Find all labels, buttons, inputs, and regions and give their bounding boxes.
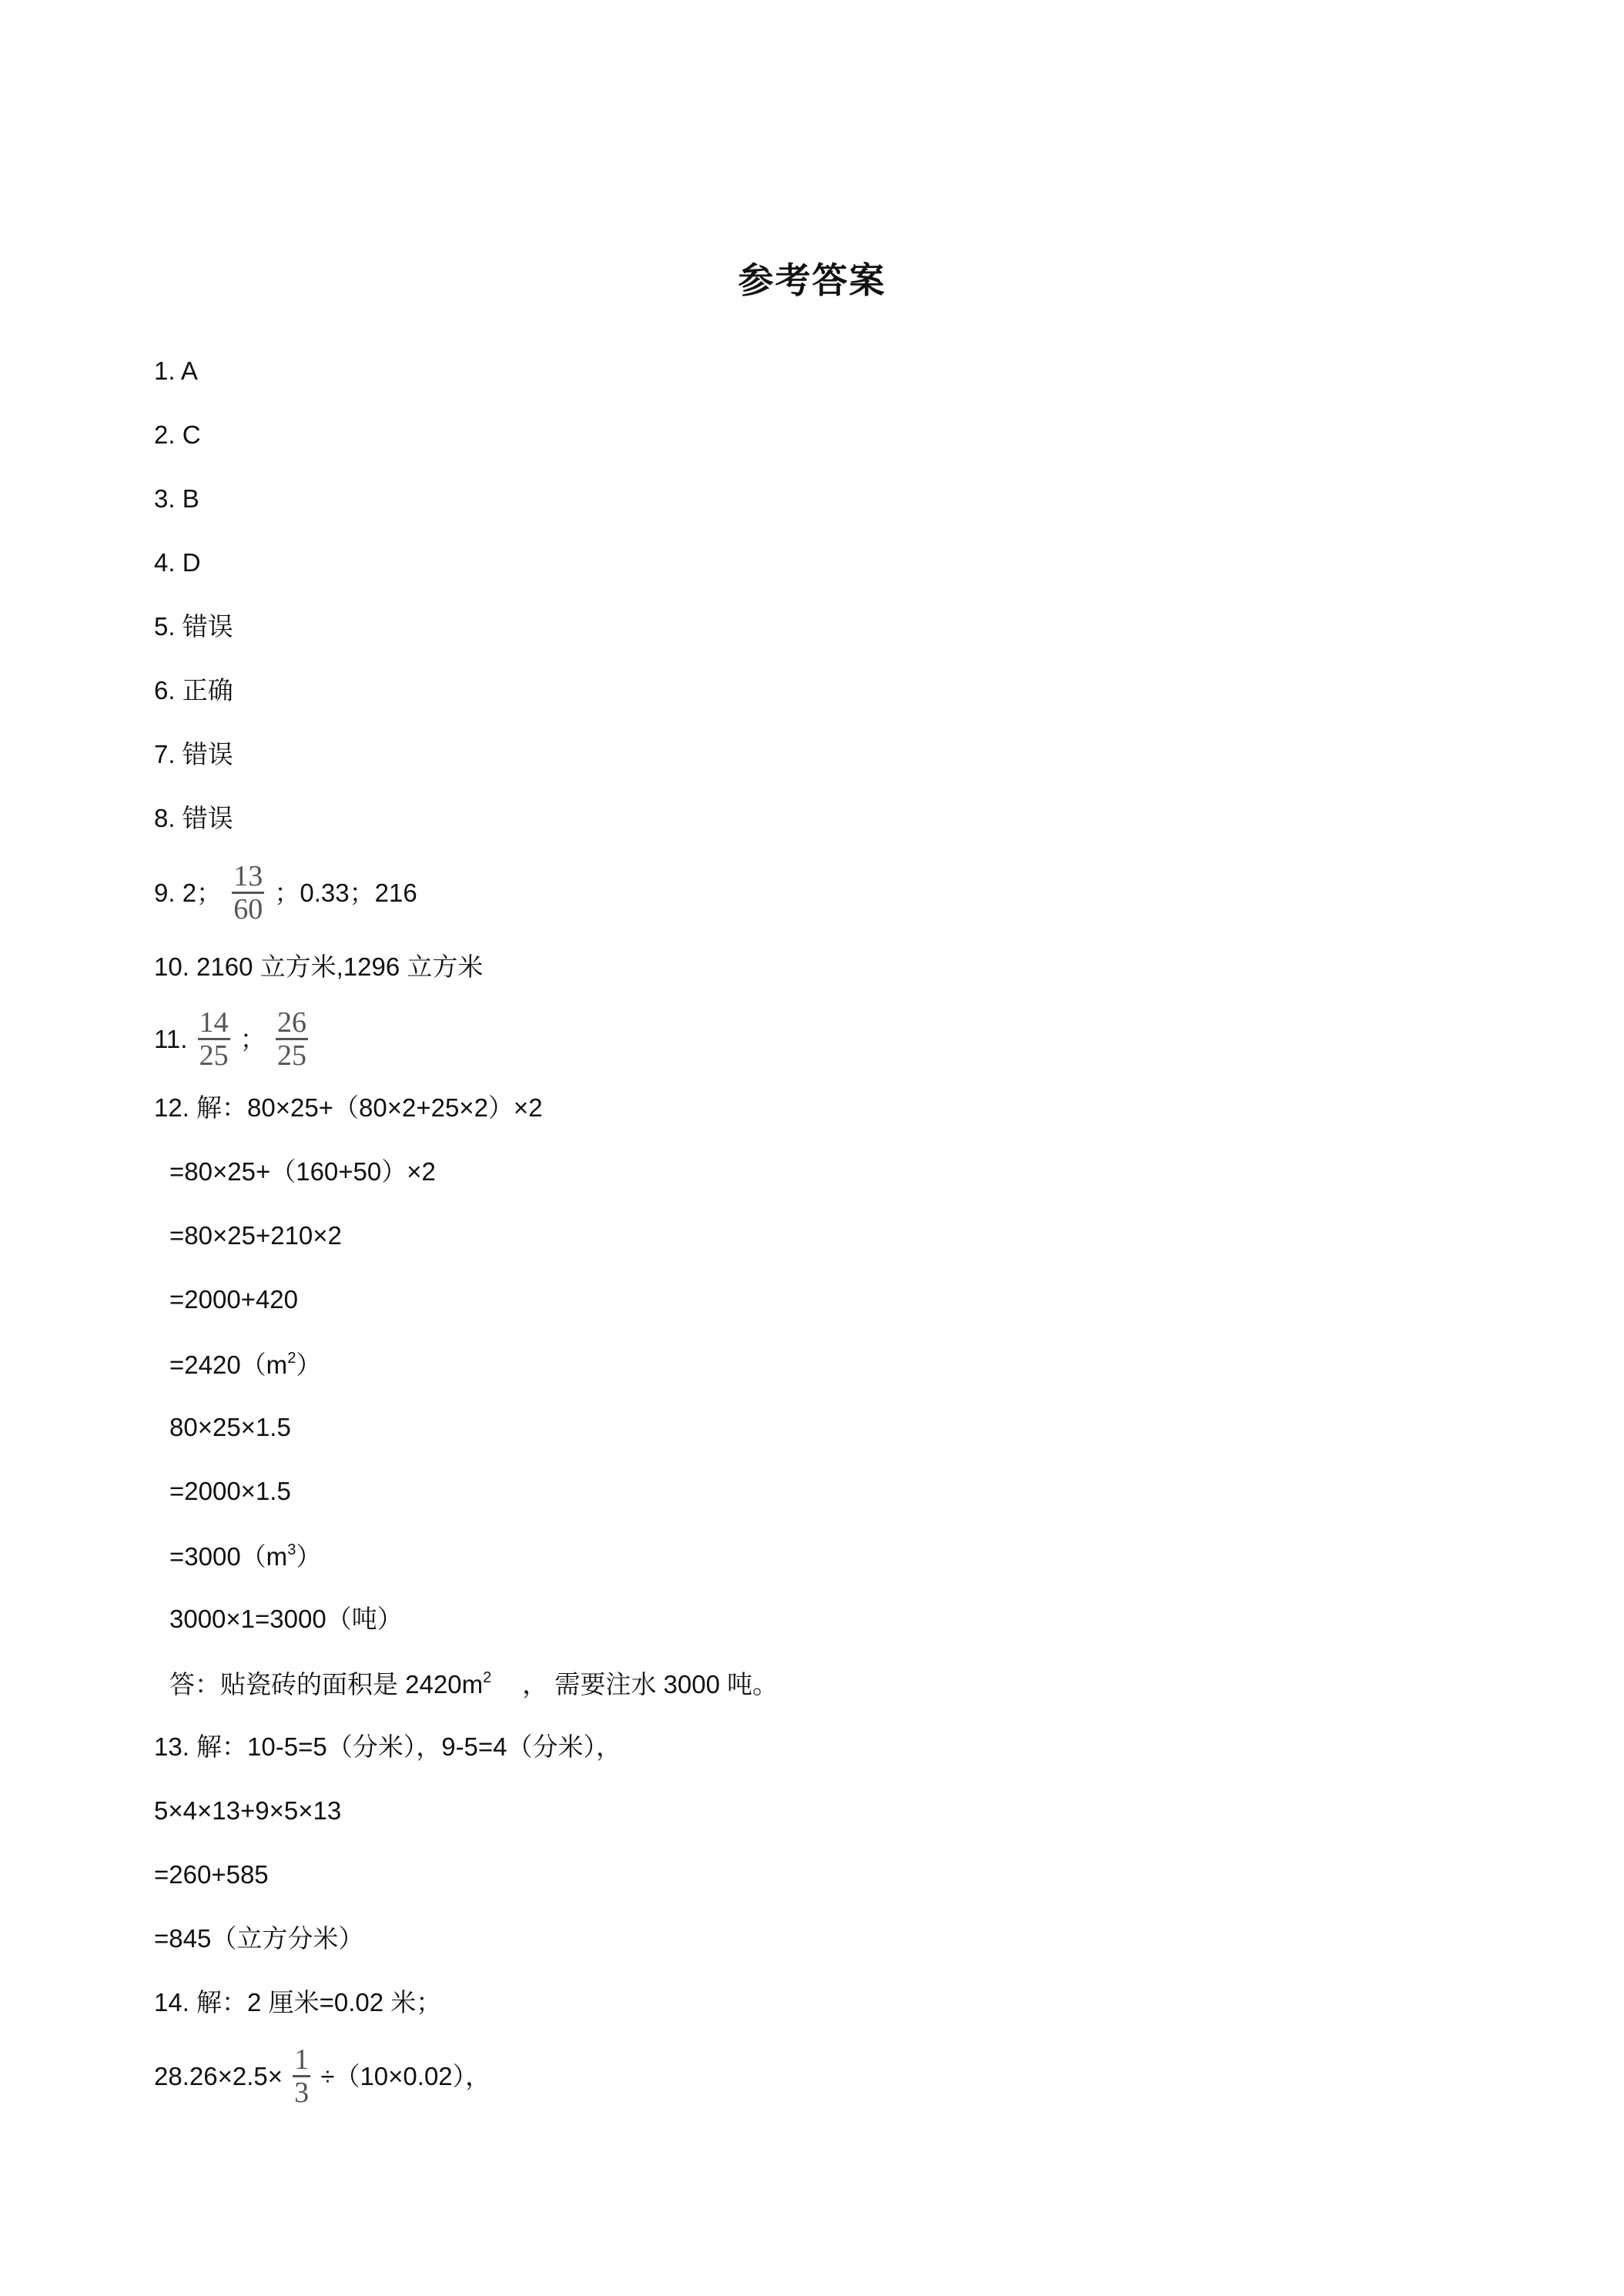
answer-12-line-9: 3000×1=3000（吨） bbox=[169, 1605, 403, 1633]
answer-12-line-5-text: =2420（m bbox=[169, 1350, 288, 1380]
answer-13-line-3: =260+585 bbox=[154, 1860, 269, 1889]
answer-12-conclusion bbox=[169, 1668, 778, 1700]
answer-14-line-2-post: ÷（10×0.02）， bbox=[320, 2061, 491, 2090]
answer-9 bbox=[154, 861, 417, 925]
answer-14-line-2-pre: 28.26×2.5× bbox=[154, 2061, 283, 2090]
fraction-denominator: 25 bbox=[276, 1039, 306, 1072]
answer-12-conclusion-text: 答：贴瓷砖的面积是 2420m bbox=[169, 1670, 484, 1699]
superscript: 3 bbox=[287, 1541, 296, 1558]
answer-5: 5. 错误 bbox=[154, 612, 233, 641]
fraction bbox=[293, 2044, 310, 2108]
answer-12-line-7: =2000×1.5 bbox=[169, 1477, 291, 1505]
answer-8: 8. 错误 bbox=[154, 804, 233, 832]
answer-14-line-2 bbox=[154, 2044, 491, 2108]
answer-9-prefix: 9. 2； bbox=[154, 878, 223, 907]
answer-10: 10. 2160 立方米,1296 立方米 bbox=[154, 952, 484, 981]
answer-12-line-3: =80×25+210×2 bbox=[169, 1221, 342, 1250]
answer-1: 1. A bbox=[154, 356, 198, 385]
answer-12-line-2: =80×25+（160+50）×2 bbox=[169, 1157, 436, 1186]
answer-12-line-8-text: =3000（m bbox=[169, 1542, 288, 1571]
answer-13-line-2: 5×4×13+9×5×13 bbox=[154, 1796, 342, 1825]
answer-12-line-4: =2000+420 bbox=[169, 1285, 299, 1314]
superscript: 2 bbox=[287, 1350, 296, 1367]
fraction-denominator: 25 bbox=[199, 1039, 229, 1072]
answer-12-line-8-close: ） bbox=[296, 1542, 322, 1571]
answer-2: 2. C bbox=[154, 420, 201, 449]
fraction-denominator: 60 bbox=[233, 893, 263, 925]
fraction bbox=[232, 861, 264, 925]
answer-12-line-8 bbox=[169, 1540, 321, 1572]
answer-12-line-5 bbox=[169, 1348, 321, 1381]
fraction bbox=[198, 1007, 230, 1071]
page-title: 参考答案 bbox=[738, 260, 886, 300]
fraction-denominator: 3 bbox=[294, 2077, 310, 2109]
answer-14-line-1: 14. 解：2 厘米=0.02 米； bbox=[154, 1988, 442, 2017]
fraction bbox=[276, 1007, 308, 1071]
answer-12-line-6: 80×25×1.5 bbox=[169, 1413, 291, 1441]
fraction-numerator: 13 bbox=[233, 860, 263, 892]
fraction-numerator: 1 bbox=[294, 2043, 310, 2076]
answer-9-suffix: ；0.33；216 bbox=[274, 878, 417, 907]
fraction-numerator: 14 bbox=[199, 1006, 229, 1039]
fraction-numerator: 26 bbox=[276, 1006, 306, 1039]
answer-12-line-1: 12. 解：80×25+（80×2+25×2）×2 bbox=[154, 1093, 543, 1122]
answer-12-line-5-close: ） bbox=[296, 1350, 322, 1380]
answer-13-line-4: =845（立方分米） bbox=[154, 1924, 364, 1953]
answer-11-prefix: 11. bbox=[154, 1024, 188, 1053]
answer-3: 3. B bbox=[154, 484, 199, 513]
answer-6: 6. 正确 bbox=[154, 676, 233, 705]
answer-12-conclusion-tail: ， 需要注水 3000 吨。 bbox=[522, 1670, 779, 1699]
answer-7: 7. 错误 bbox=[154, 740, 233, 768]
answer-4: 4. D bbox=[154, 548, 201, 577]
answer-11 bbox=[154, 1007, 311, 1071]
answer-13-line-1: 13. 解：10-5=5（分米），9-5=4（分米）， bbox=[154, 1732, 622, 1761]
answer-11-separator: ； bbox=[239, 1024, 266, 1053]
superscript: 2 bbox=[483, 1669, 492, 1686]
